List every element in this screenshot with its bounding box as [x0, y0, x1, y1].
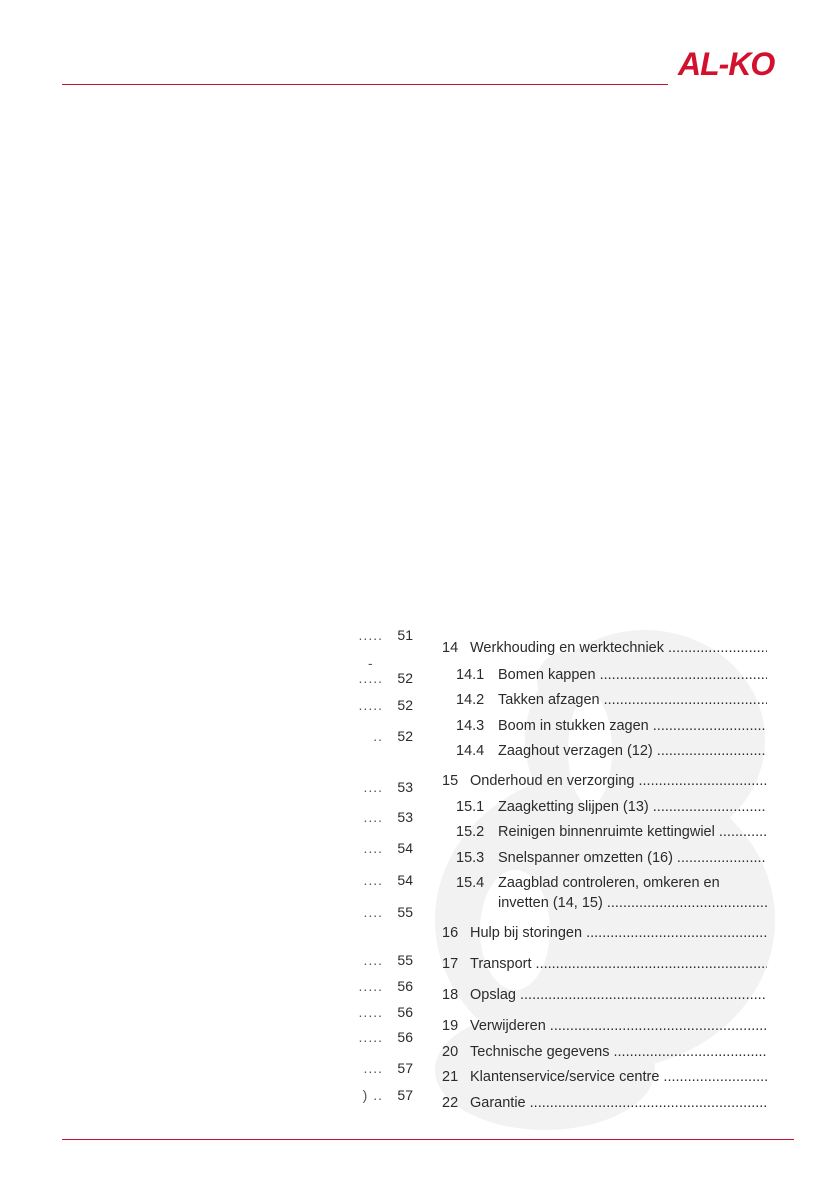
toc-number: 15.4	[456, 875, 485, 891]
left-entry	[300, 1029, 413, 1045]
toc-title: Technische gegevens .....	[470, 1043, 767, 1061]
toc-title: Reinigen binnenruimte kettingwiel .....	[498, 823, 767, 841]
left-leader: ....	[363, 952, 383, 968]
toc-number: 14.3	[456, 718, 485, 734]
left-page-number: 56	[397, 1004, 413, 1020]
left-entry	[300, 904, 413, 920]
toc-title: Transport .....	[470, 955, 767, 973]
toc-title: Opslag .....	[470, 986, 767, 1004]
left-entry	[300, 697, 413, 713]
left-page-number: 52	[397, 697, 413, 713]
left-entry	[300, 1004, 413, 1020]
toc-title: Klantenservice/service centre .....	[470, 1068, 767, 1086]
toc-number: 15.2	[456, 824, 485, 840]
toc-entry[interactable]	[442, 666, 767, 684]
left-entry	[300, 627, 413, 643]
toc-number: 14.4	[456, 743, 485, 759]
left-page-number: 56	[397, 978, 413, 994]
toc-entry[interactable]	[442, 986, 767, 1004]
toc-entry[interactable]	[442, 823, 767, 841]
toc-number: 14.2	[456, 692, 485, 708]
toc-title: invetten (14, 15) .....	[498, 894, 767, 912]
left-leader: ....	[363, 840, 383, 856]
toc-title: Verwijderen .....	[470, 1017, 767, 1035]
left-leader: ....	[363, 872, 383, 888]
toc-entry[interactable]	[442, 772, 767, 790]
toc-entry[interactable]	[442, 639, 767, 657]
toc-title: Onderhoud en verzorging .....	[470, 772, 767, 790]
toc-title: Zaagketting slijpen (13) .....	[498, 798, 767, 816]
toc-number: 19	[442, 1018, 459, 1034]
left-leader: ..	[373, 728, 383, 744]
left-page-number: 56	[397, 1029, 413, 1045]
footer-divider	[62, 1139, 794, 1140]
toc-entry[interactable]	[442, 798, 767, 816]
toc-title: Boom in stukken zagen .....	[498, 717, 767, 735]
left-page-number: 51	[397, 627, 413, 643]
left-page-number: 54	[397, 840, 413, 856]
toc-number: 21	[442, 1069, 459, 1085]
left-page-number: 52	[397, 670, 413, 686]
left-dash: -	[368, 655, 373, 671]
left-page-number: 52	[397, 728, 413, 744]
left-entry	[300, 952, 413, 968]
left-page-number: 54	[397, 872, 413, 888]
toc-number: 17	[442, 956, 459, 972]
left-entry	[300, 779, 413, 795]
left-leader: .....	[358, 1029, 383, 1045]
left-page-number: 55	[397, 952, 413, 968]
toc-entry[interactable]	[442, 1094, 767, 1112]
left-entry	[300, 872, 413, 888]
left-entry	[300, 809, 413, 825]
toc-title: Hulp bij storingen .....	[470, 924, 767, 942]
toc-number: 18	[442, 987, 459, 1003]
toc-entry[interactable]	[442, 849, 767, 867]
toc-entry[interactable]	[442, 1017, 767, 1035]
table-of-contents	[442, 0, 767, 1191]
left-leader: ....	[363, 779, 383, 795]
left-leader: ....	[363, 904, 383, 920]
toc-entry[interactable]	[442, 691, 767, 709]
left-entry	[300, 728, 413, 744]
toc-number: 20	[442, 1044, 459, 1060]
toc-title: Zaagblad controleren, omkeren en	[498, 875, 720, 891]
toc-entry[interactable]	[442, 924, 767, 942]
toc-entry[interactable]	[442, 955, 767, 973]
toc-title: Snelspanner omzetten (16) .....	[498, 849, 767, 867]
toc-entry[interactable]	[442, 1043, 767, 1061]
toc-number: 15.1	[456, 799, 485, 815]
toc-entry[interactable]	[442, 894, 767, 912]
toc-title: Zaaghout verzagen (12) .....	[498, 742, 767, 760]
toc-title: Werkhouding en werktechniek .....	[470, 639, 767, 657]
left-page-number: 55	[397, 904, 413, 920]
left-leader: .....	[358, 1004, 383, 1020]
toc-number: 14.1	[456, 667, 485, 683]
toc-entry[interactable]	[442, 742, 767, 760]
toc-number: 22	[442, 1095, 459, 1111]
brand-logo: AL-KO	[678, 46, 775, 82]
toc-title: Takken afzagen .....	[498, 691, 767, 709]
left-page-number: 53	[397, 809, 413, 825]
left-entry	[300, 840, 413, 856]
toc-number: 14	[442, 640, 459, 656]
toc-entry[interactable]	[442, 874, 767, 892]
left-leader: ....	[363, 809, 383, 825]
left-entry	[300, 1060, 413, 1076]
left-page-number: 53	[397, 779, 413, 795]
left-leader: ....	[363, 1060, 383, 1076]
toc-title: Bomen kappen .....	[498, 666, 767, 684]
left-leader: .....	[358, 697, 383, 713]
left-leader: .....	[358, 670, 383, 686]
left-entry	[300, 978, 413, 994]
left-leader: .....	[358, 627, 383, 643]
toc-number: 15.3	[456, 850, 485, 866]
left-page-number: 57	[397, 1060, 413, 1076]
toc-entry[interactable]	[442, 1068, 767, 1086]
toc-number: 16	[442, 925, 459, 941]
left-page-number: 57	[397, 1087, 413, 1103]
left-leader: ) ..	[362, 1087, 383, 1103]
left-column-page-numbers	[300, 0, 420, 1191]
toc-entry[interactable]	[442, 717, 767, 735]
toc-number: 15	[442, 773, 459, 789]
toc-title: Garantie .....	[470, 1094, 767, 1112]
left-entry	[300, 670, 413, 686]
left-leader: .....	[358, 978, 383, 994]
left-entry	[300, 1087, 413, 1103]
